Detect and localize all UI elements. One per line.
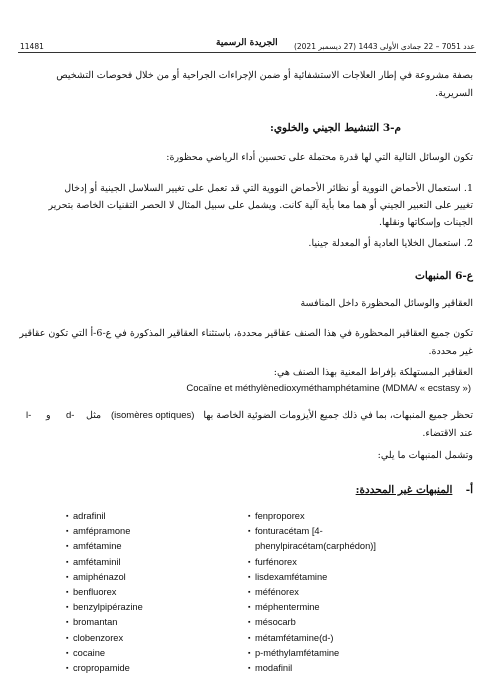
issue-info: عدد 7051 – 22 جمادى الأولى 1443 (27 ديسمبر 2021) xyxy=(293,42,475,51)
substance-name: amiphénazol xyxy=(73,571,126,582)
s6-para2-fr: (isomères optiques) xyxy=(111,410,195,421)
substance-item xyxy=(248,510,305,523)
s6-para1-line1: تكون جميع العقاقير المحظورة في هذا الصنف عقاقير محددة، باستثناء العقاقير المذكورة في ع-6-أ التي تكون عقاقير xyxy=(19,328,473,339)
list-heading-number: أ- xyxy=(465,484,473,496)
substance-name: cocaine xyxy=(73,647,106,658)
substance-item xyxy=(66,647,105,660)
s6-para2-line1-ar: تحظر جميع المنبهات، بما في ذلك جميع الأيزومات الضوئية الخاصة بها xyxy=(203,410,473,421)
page-number: 11481 xyxy=(20,42,44,51)
list-heading-text: المنبهات غير المحددة: xyxy=(355,484,453,496)
section-s6-subtitle: العقاقير والوسائل المحظورة داخل المنافسة xyxy=(300,298,473,309)
m3-item1-line1: 1. استعمال الأحماض النووية أو نظائر الأحماض النووية التي قد تعمل على تغيير السلاسل الجينية أو إدخال xyxy=(64,183,473,194)
bullet-icon: ▪ xyxy=(66,665,69,672)
bullet-icon: ▪ xyxy=(248,604,251,612)
substance-item xyxy=(66,632,123,645)
substance-item xyxy=(66,556,121,569)
bullet-icon: ▪ xyxy=(248,558,251,566)
substance-name: modafinil xyxy=(255,663,293,673)
substance-item xyxy=(248,632,334,645)
bullet-icon: ▪ xyxy=(66,649,69,657)
substance-name: cropropamide xyxy=(73,663,130,673)
substance-item xyxy=(66,540,122,553)
substance-name: métamfétamine(d-) xyxy=(255,632,334,643)
substance-name: furfénorex xyxy=(255,556,297,567)
substance-item xyxy=(248,616,296,629)
m3-item1-line2: تغيير على التعبير الجيني أو هما معا بأية آلية كانت. ويشمل على سبيل المثال لا الحصر التقنيات الخاصة بتحرير xyxy=(48,200,473,211)
bullet-icon: ▪ xyxy=(248,665,251,672)
substance-item xyxy=(66,662,130,675)
intro-line-1: بصفة مشروعة في إطار العلاجات الاستشفائية أو ضمن الإجراءات الجراحية أو من خلال فحوصات التشخيص xyxy=(56,70,473,81)
bullet-icon: ▪ xyxy=(248,619,251,627)
substance-name: méphentermine xyxy=(255,602,320,613)
substance-name: benzylpipérazine xyxy=(73,602,143,613)
bullet-icon: ▪ xyxy=(248,589,251,596)
substance-name: amfétaminil xyxy=(73,556,121,567)
s6-para1-line2: غير محددة. xyxy=(428,346,473,357)
substance-name: adrafinil xyxy=(73,511,106,521)
substance-item xyxy=(248,586,299,599)
bullet-icon: ▪ xyxy=(66,573,69,581)
list-heading xyxy=(356,484,473,496)
bullet-icon: ▪ xyxy=(66,543,69,551)
substance-name: lisdexamfétamine xyxy=(255,571,328,582)
s6-para2-l: l- xyxy=(26,410,32,421)
substance-item xyxy=(248,540,376,552)
substance-item xyxy=(248,556,297,569)
substance-name: phenylpiracétam(carphédon)] xyxy=(255,541,376,552)
section-m3-intro: تكون الوسائل التالية التي لها قدرة محتملة على تحسين أداء الرياضي محظورة: xyxy=(166,152,473,163)
substance-name: fonturacétam [4- xyxy=(255,526,323,537)
substance-item xyxy=(248,571,327,584)
bullet-icon: ▪ xyxy=(66,619,69,627)
substance-item xyxy=(248,647,339,660)
bullet-icon: ▪ xyxy=(248,573,251,581)
substance-item xyxy=(248,525,323,538)
intro-line-2: السريرية. xyxy=(435,88,473,99)
substance-item xyxy=(248,601,320,614)
substance-item xyxy=(66,510,106,523)
substance-name: p-méthylamfétamine xyxy=(255,647,340,658)
substance-item xyxy=(66,601,143,614)
s6-para2-line2: عند الاقتضاء. xyxy=(422,428,473,439)
substance-name: benfluorex xyxy=(73,587,117,597)
bullet-icon: ▪ xyxy=(248,634,251,642)
s6-abuse-substance: Cocaïne et méthylènedioxyméthamphétamine (MDMA/ « ecstasy ») xyxy=(186,383,471,394)
bullet-icon: ▪ xyxy=(66,513,69,520)
section-s6-heading: ع-6 المنبهات xyxy=(414,270,473,282)
journal-title: الجريدة الرسمية xyxy=(216,38,278,48)
m3-item2: 2. استعمال الخلايا العادية أو المعدلة جينيا. xyxy=(308,238,473,249)
s6-abuse-line: العقاقير المستهلكة بإفراط المعنية بهذا الصنف هي: xyxy=(273,367,473,378)
s6-para2-ar2: مثل xyxy=(86,410,102,421)
substance-name: méfénorex xyxy=(255,587,299,597)
substance-name: clobenzorex xyxy=(73,632,124,643)
bullet-icon: ▪ xyxy=(66,634,69,642)
m3-item1-line3: الجينات وإسكاتها ونقلها. xyxy=(379,217,473,228)
bullet-icon: ▪ xyxy=(66,589,69,596)
bullet-icon: ▪ xyxy=(66,528,69,536)
bullet-icon: ▪ xyxy=(66,558,69,566)
s6-para2-d: d- xyxy=(66,410,75,421)
bullet-icon: ▪ xyxy=(66,604,69,612)
substance-item xyxy=(66,525,130,538)
s6-para3: وتشمل المنبهات ما يلي: xyxy=(377,450,473,461)
substance-item xyxy=(66,616,117,629)
substance-name: amfépramone xyxy=(73,526,131,537)
substance-item xyxy=(66,571,126,584)
header-rule xyxy=(18,52,476,53)
bullet-icon: ▪ xyxy=(248,649,251,657)
substance-item xyxy=(248,662,292,675)
bullet-icon: ▪ xyxy=(248,513,251,520)
substance-name: fenproporex xyxy=(255,511,305,521)
substance-name: bromantan xyxy=(73,617,118,628)
section-m3-heading: م-3 التنشيط الجيني والخلوي: xyxy=(269,122,401,134)
substance-name: amfétamine xyxy=(73,541,122,552)
substance-item xyxy=(66,586,116,599)
s6-para2-and: و xyxy=(46,410,51,421)
substance-name: mésocarb xyxy=(255,617,296,628)
bullet-icon: ▪ xyxy=(248,528,251,536)
